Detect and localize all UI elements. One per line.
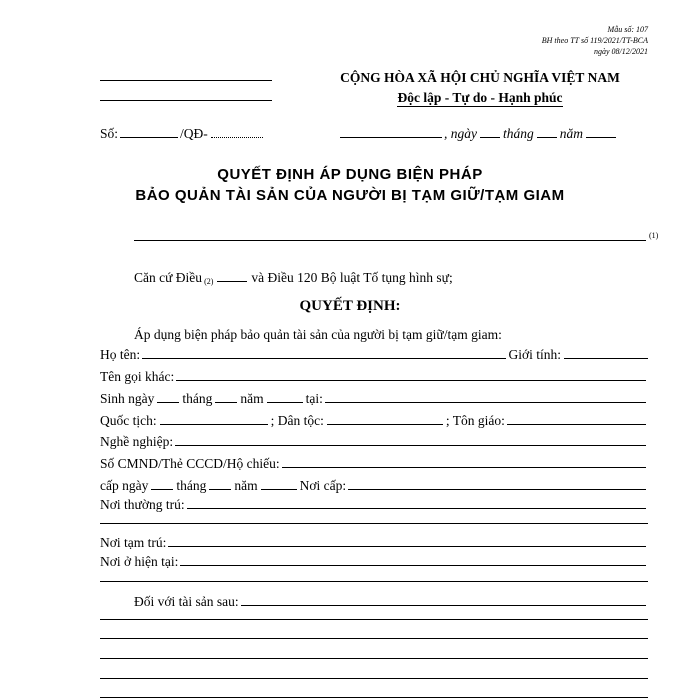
ho-ten-label: Họ tên: <box>100 347 141 362</box>
tai-san-line-3 <box>100 658 648 659</box>
issue-year-blank <box>261 489 297 490</box>
so-label: Số: <box>100 126 119 141</box>
so-cmnd-label: Số CMND/Thẻ CCCD/Hộ chiếu: <box>100 456 280 471</box>
birth-nam-label: năm <box>240 391 264 406</box>
date-line <box>340 126 616 142</box>
gioi-tinh-label: Giới tính: <box>508 347 561 362</box>
month-blank <box>537 137 557 138</box>
field-ten-goi-khac <box>100 365 648 385</box>
date-ngay: , ngày <box>444 126 477 141</box>
noi-cap-label: Nơi cấp: <box>299 478 347 493</box>
noi-thuong-tru-continuation <box>100 523 648 524</box>
ho-ten-blank <box>142 358 506 359</box>
form-meta <box>542 24 648 57</box>
document-title-line-2: BẢO QUẢN TÀI SẢN CỦA NGƯỜI BỊ TẠM GIỮ/TẠM GIAM <box>135 187 565 204</box>
article-blank <box>217 281 247 282</box>
tai-san-line-2 <box>100 638 648 639</box>
noi-tam-tru-blank <box>168 546 646 547</box>
agency-line-2 <box>100 100 272 101</box>
so-cmnd-blank <box>282 467 646 468</box>
nation-name: CỘNG HÒA XÃ HỘI CHỦ NGHĨA VIỆT NAM <box>340 70 620 85</box>
national-header <box>330 70 630 106</box>
issued-date: ngày 08/12/2021 <box>594 47 648 56</box>
quoc-tich-blank <box>160 424 268 425</box>
issue-nam-label: năm <box>234 478 258 493</box>
document-title-line-1: QUYẾT ĐỊNH ÁP DỤNG BIỆN PHÁP <box>217 166 483 183</box>
issue-thang-label: tháng <box>176 478 207 493</box>
basis-suffix: và Điều 120 Bộ luật Tố tụng hình sự; <box>251 270 453 285</box>
ton-giao-label: ; Tôn giáo: <box>445 413 505 428</box>
year-blank <box>586 137 616 138</box>
noi-thuong-tru-label: Nơi thường trú: <box>100 497 185 512</box>
field-noi-o-hien-tai <box>100 550 648 570</box>
tai-san-blank <box>241 605 646 606</box>
nghe-nghiep-label: Nghề nghiệp: <box>100 434 174 449</box>
date-nam: năm <box>559 126 584 141</box>
noi-o-hien-tai-label: Nơi ở hiện tại: <box>100 554 179 569</box>
dan-toc-blank <box>327 424 443 425</box>
birth-place-blank <box>325 402 646 403</box>
basis-prefix: Căn cứ Điều <box>134 270 203 285</box>
field-noi-thuong-tru <box>100 493 648 513</box>
noi-tam-tru-label: Nơi tạm trú: <box>100 535 167 550</box>
qd-label: /QĐ- <box>180 126 208 141</box>
ten-goi-khac-blank <box>176 380 646 381</box>
noi-o-hien-tai-continuation <box>100 581 648 582</box>
birth-thang-label: tháng <box>182 391 213 406</box>
sinh-ngay-label: Sinh ngày <box>100 391 155 406</box>
ten-goi-khac-label: Tên gọi khác: <box>100 369 175 384</box>
day-blank <box>480 137 500 138</box>
noi-cap-blank <box>348 489 646 490</box>
issued-by: BH theo TT số 119/2021/TT-BCA <box>541 36 648 45</box>
cap-ngay-label: cấp ngày <box>100 478 149 493</box>
birth-year-blank <box>267 402 303 403</box>
field-quoc-tich <box>100 409 648 429</box>
authority-line <box>134 240 646 241</box>
form-number: Mẫu số: 107 <box>607 25 648 34</box>
field-noi-tam-tru <box>100 531 648 551</box>
birth-tai-label: tại: <box>305 391 323 406</box>
tai-san-line-5 <box>100 697 648 698</box>
number-line <box>100 126 265 142</box>
tai-san-line-4 <box>100 678 648 679</box>
field-so-cmnd <box>100 452 648 472</box>
issue-day-blank <box>151 489 173 490</box>
noi-o-hien-tai-blank <box>180 565 646 566</box>
legal-basis <box>134 270 453 286</box>
quoc-tich-label: Quốc tịch: <box>100 413 157 428</box>
motto: Độc lập - Tự do - Hạnh phúc <box>397 90 563 105</box>
gioi-tinh-blank <box>564 358 648 359</box>
place-blank <box>340 137 442 138</box>
birth-day-blank <box>157 402 179 403</box>
so-blank <box>120 137 178 138</box>
footnote-1: (1) <box>649 231 659 240</box>
nghe-nghiep-blank <box>175 445 646 446</box>
field-doi-voi-tai-san <box>134 590 648 610</box>
agency-line-1 <box>100 80 272 81</box>
tai-san-line-1 <box>100 619 648 620</box>
field-cap-ngay <box>100 474 648 494</box>
date-thang: tháng <box>503 126 534 141</box>
noi-thuong-tru-blank <box>187 508 646 509</box>
field-sinh-ngay <box>100 387 648 407</box>
issue-month-blank <box>209 489 231 490</box>
qd-blank <box>211 137 263 138</box>
field-ho-ten <box>100 343 648 363</box>
basis-footnote-2: (2) <box>204 277 214 286</box>
doi-voi-tai-san-label: Đối với tài sản sau: <box>134 594 239 609</box>
field-nghe-nghiep <box>100 430 648 450</box>
birth-month-blank <box>215 402 237 403</box>
dan-toc-label: ; Dân tộc: <box>270 413 324 428</box>
decision-intro: Áp dụng biện pháp bảo quản tài sản của người bị tạm giữ/tạm giam: <box>134 327 502 342</box>
ton-giao-blank <box>507 424 646 425</box>
decision-heading: QUYẾT ĐỊNH: <box>299 298 401 314</box>
